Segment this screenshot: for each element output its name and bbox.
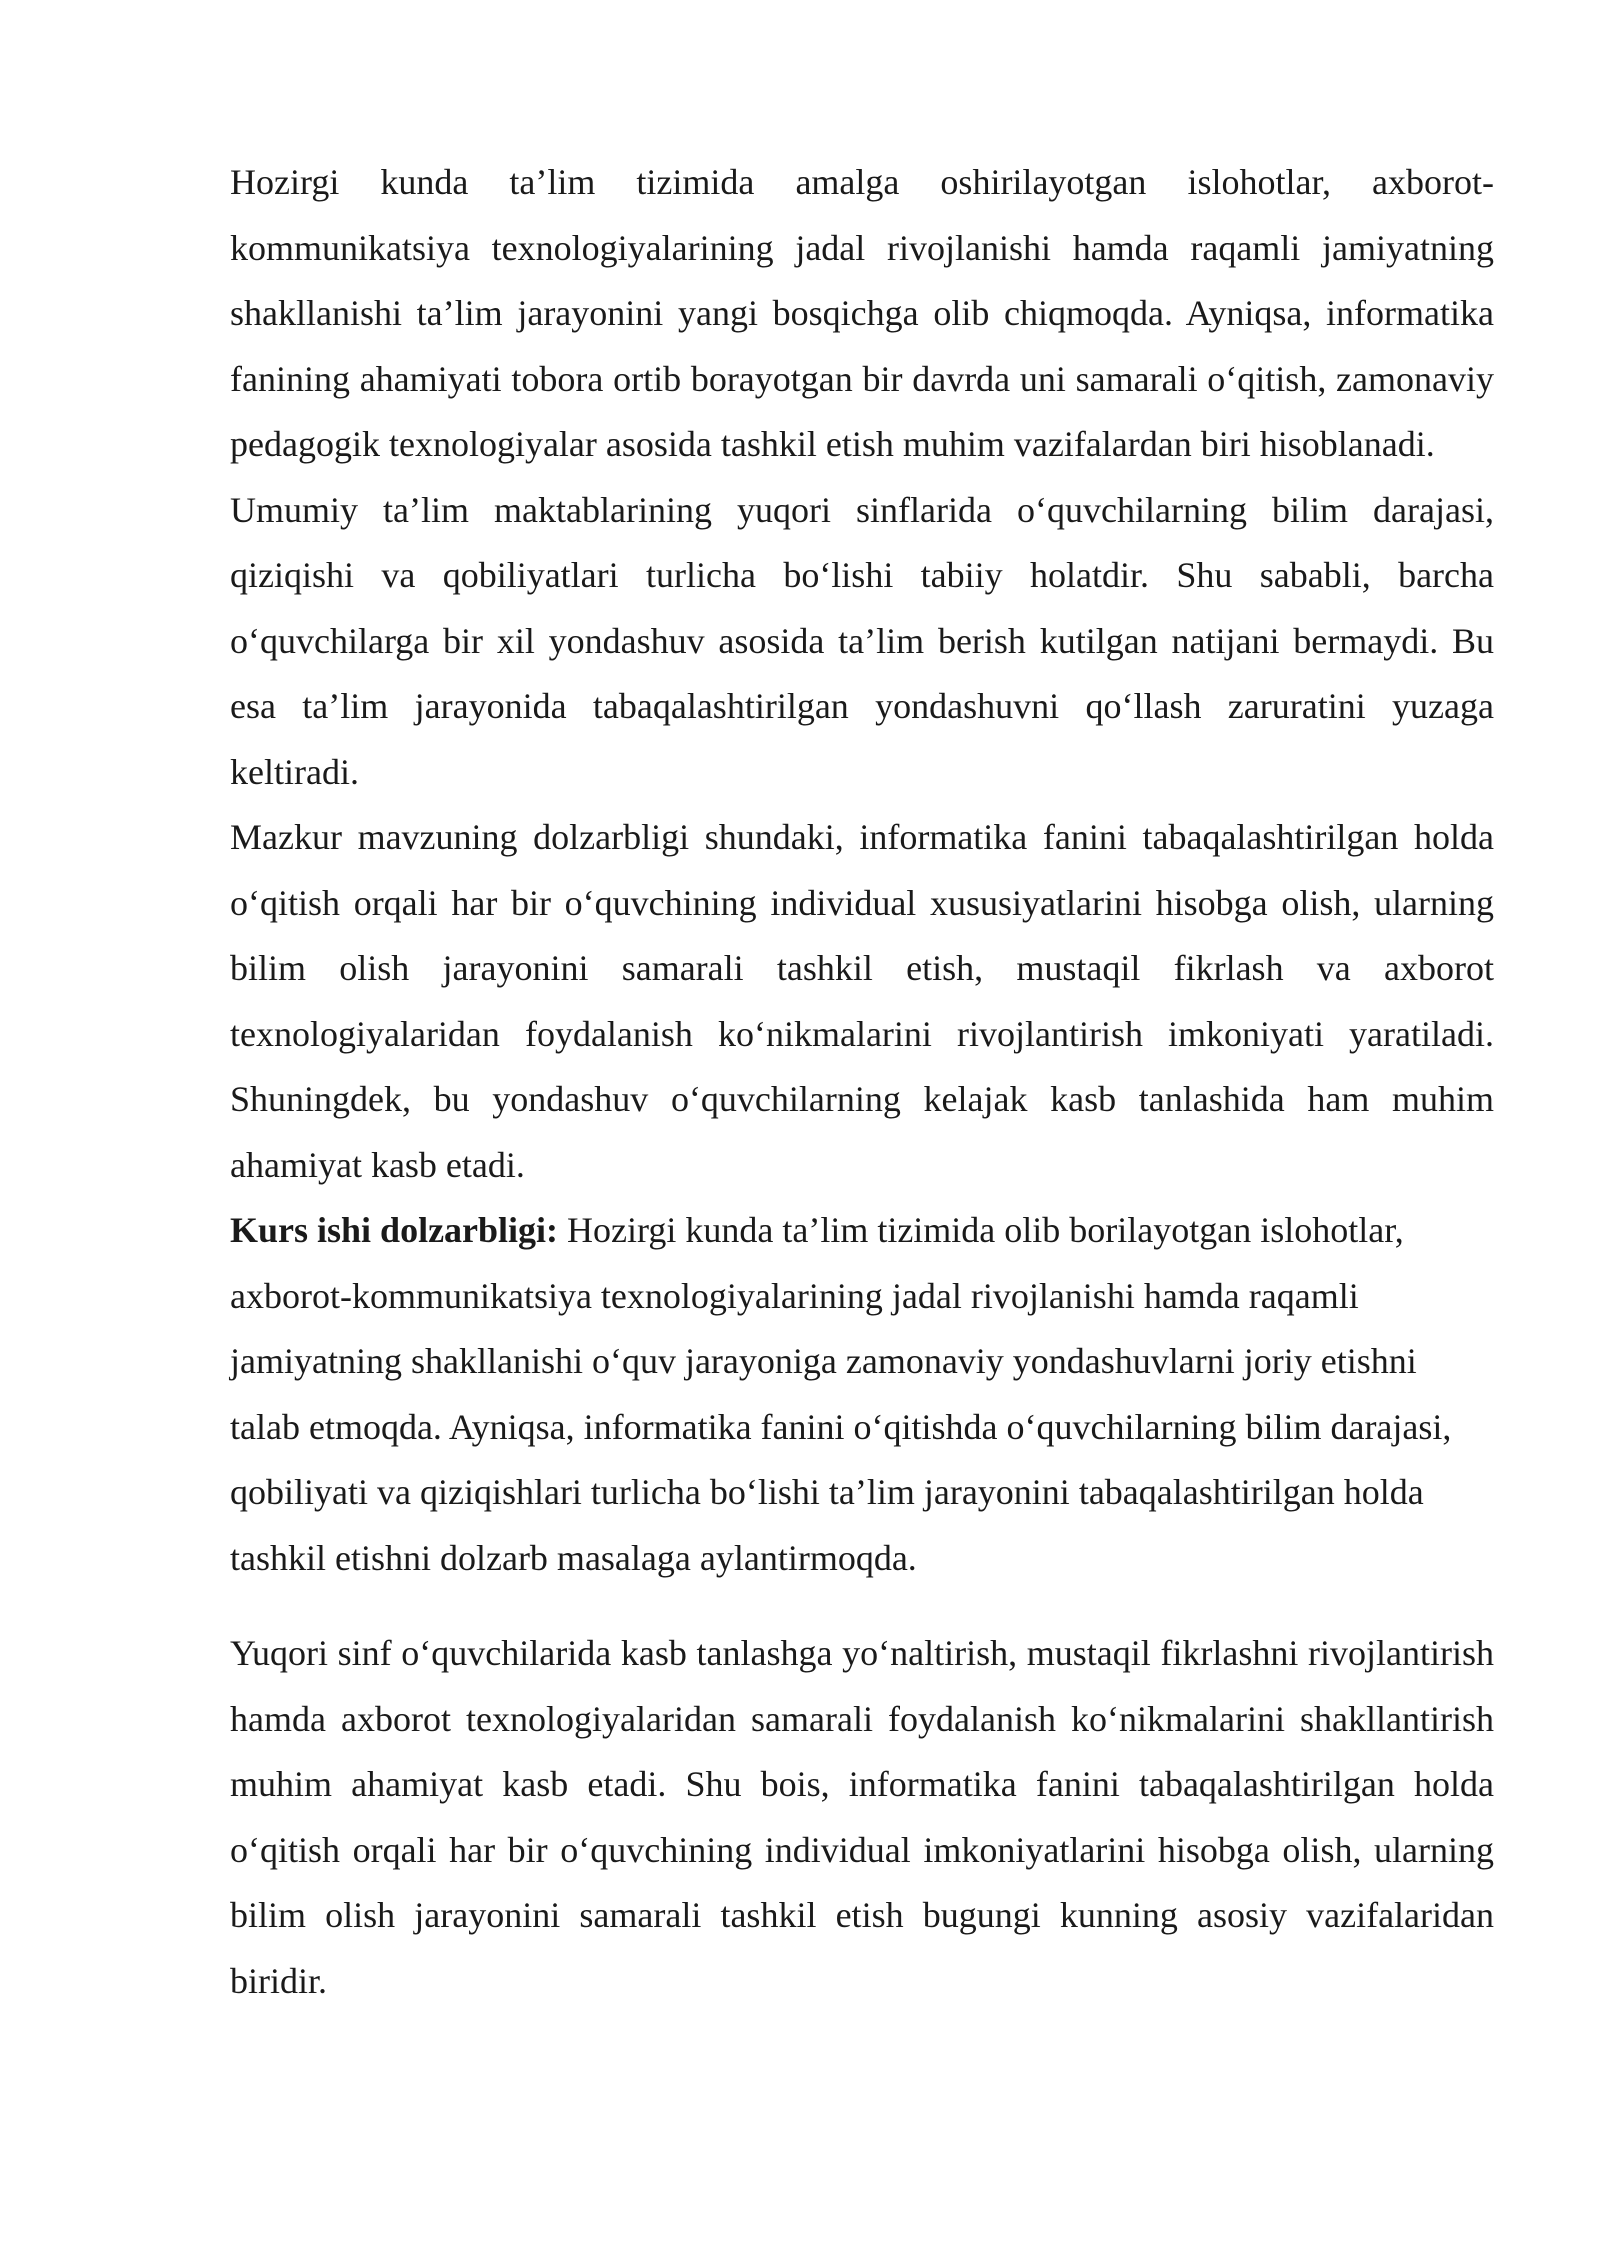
- paragraph-reforms: Hozirgi kunda ta’lim tizimida amalga oshirilayotgan islohotlar, axborot-kommunikatsiya texnologiyalarining jadal rivojlanishi hamda raqamli jamiyatning shakllanishi ta’lim jarayonini yangi bosqichga olib chiqmoqda. Ayniqsa, informatika fanining ahamiyati tobora ortib borayotgan bir davrda uni samarali o‘qitish, zamonaviy pedagogik texnologiyalar asosida tashkil etish muhim vazifalardan biri hisoblanadi.: [230, 162, 1494, 464]
- document-page: [230, 150, 1494, 2014]
- paragraph-topic-relevance: Mazkur mavzuning dolzarbligi shundaki, informatika fanini tabaqalashtirilgan holda o‘qitish orqali har bir o‘quvchining individual xususiyatlarini hisobga olish, ularning bilim olish jarayonini samarali tashkil etish, mustaqil fikrlash va axborot texnologiyalaridan foydalanish ko‘nikmalarini rivojlantirish imkoniyati yaratiladi. Shuningdek, bu yondashuv o‘quvchilarning kelajak kasb tanlashida ham muhim ahamiyat kasb etadi.: [230, 817, 1494, 1185]
- relevance-heading: Kurs ishi dolzarbligi:: [230, 1210, 559, 1250]
- paragraph-final: Yuqori sinf o‘quvchilarida kasb tanlashga yo‘naltirish, mustaqil fikrlashni rivojlantirish hamda axborot texnologiyalaridan samarali foydalanish ko‘nikmalarini shakllantirish muhim ahamiyat kasb etadi. Shu bois, informatika fanini tabaqalashtirilgan holda o‘qitish orqali har bir o‘quvchining individual imkoniyatlarini hisobga olish, ularning bilim olish jarayonini samarali tashkil etish bugungi kunning asosiy vazifalaridan biridir.: [230, 1633, 1494, 2001]
- paragraph-course-relevance: [230, 1198, 1494, 1591]
- paragraph-differentiation: Umumiy ta’lim maktablarining yuqori sinflarida o‘quvchilarning bilim darajasi, qiziqishi va qobiliyatlari turlicha bo‘lishi tabiiy holatdir. Shu sababli, barcha o‘quvchilarga bir xil yondashuv asosida ta’lim berish kutilgan natijani bermaydi. Bu esa ta’lim jarayonida tabaqalashtirilgan yondashuvni qo‘llash zaruratini yuzaga keltiradi.: [230, 489, 1494, 792]
- relevance-text: Hozirgi kunda ta’lim tizimida olib borilayotgan islohotlar, axborot-kommunikatsiya texnologiyalarining jadal rivojlanishi hamda raqamli jamiyatning shakllanishi o‘quv jarayoniga zamonaviy yondashuvlarni joriy etishni talab etmoqda. Ayniqsa, informatika fanini o‘qitishda o‘quvchilarning bilim darajasi, qobiliyati va qiziqishlari turlicha bo‘lishi ta’lim jarayonini tabaqalashtirilgan holda tashkil etishni dolzarb masalaga aylantirmoqda.: [230, 1210, 1452, 1578]
